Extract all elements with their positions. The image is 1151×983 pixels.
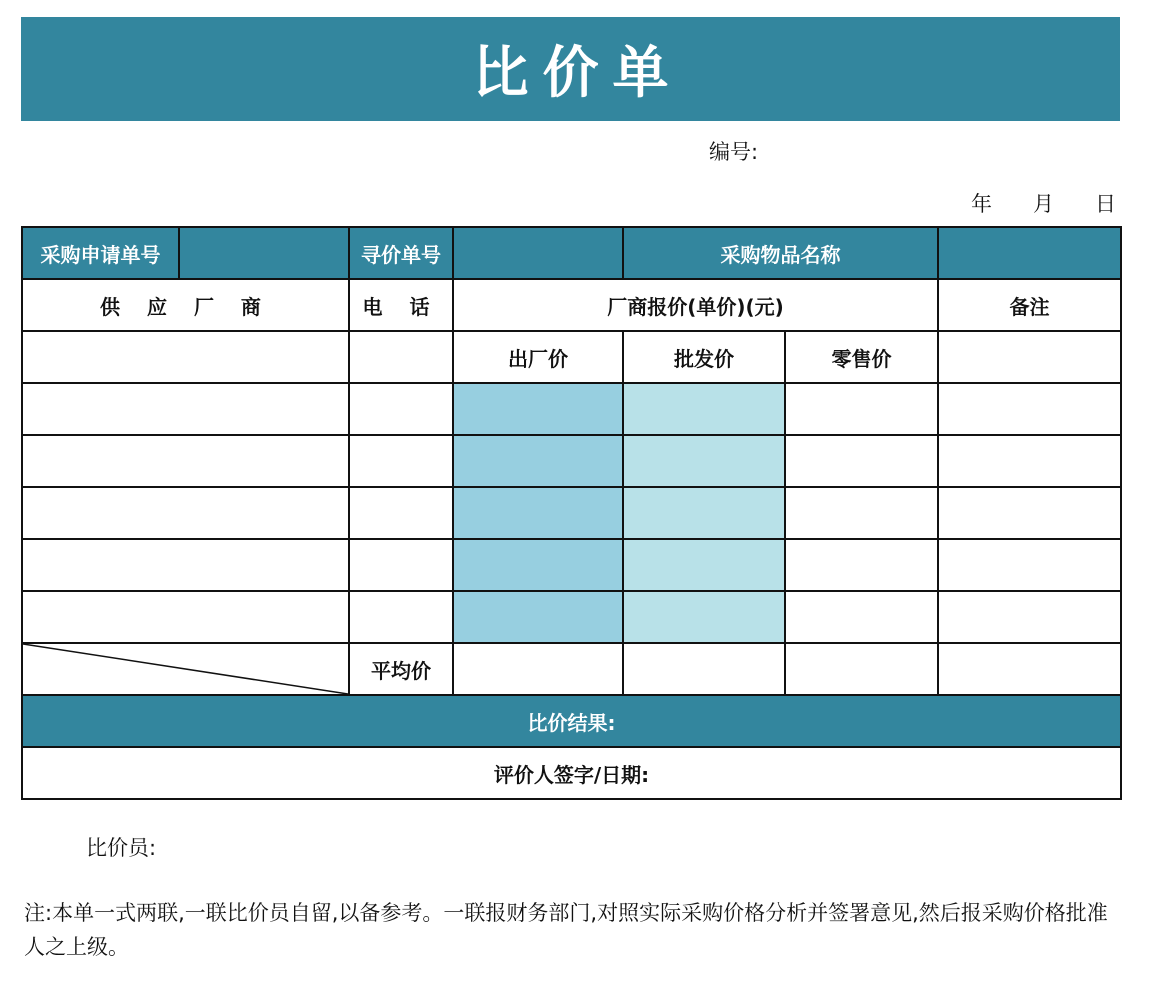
comparer-label: 比价员: <box>86 836 157 860</box>
supplier-header: 供 应 厂 商 <box>22 279 349 331</box>
retail-price-cell[interactable] <box>785 591 938 643</box>
supplier-cell[interactable] <box>22 539 349 591</box>
phone-cell[interactable] <box>349 539 453 591</box>
remark-cell[interactable] <box>938 383 1121 435</box>
average-price-label: 平均价 <box>349 643 453 695</box>
table-row <box>22 383 1121 435</box>
wholesale-price-cell[interactable] <box>623 435 785 487</box>
evaluator-signature-label[interactable]: 评价人签字/日期: <box>22 747 1121 799</box>
phone-cell[interactable] <box>349 487 453 539</box>
table-row <box>22 747 1121 799</box>
phone-cell[interactable] <box>349 331 453 383</box>
supplier-cell[interactable] <box>22 435 349 487</box>
date-day: 日 <box>1095 192 1116 216</box>
comparison-result-label: 比价结果: <box>22 695 1121 747</box>
wholesale-price-header: 批发价 <box>623 331 785 383</box>
retail-price-cell[interactable] <box>785 487 938 539</box>
remark-cell[interactable] <box>938 487 1121 539</box>
quote-header: 厂商报价(单价)(元) <box>453 279 938 331</box>
page-title: 比价单 <box>472 41 683 106</box>
date-month: 月 <box>1033 192 1054 216</box>
date-year: 年 <box>971 192 992 216</box>
phone-cell[interactable] <box>349 383 453 435</box>
wholesale-price-cell[interactable] <box>623 591 785 643</box>
inquiry-no-label: 寻价单号 <box>349 227 453 279</box>
table-row <box>22 591 1121 643</box>
phone-header: 电 话 <box>349 279 453 331</box>
inquiry-no-field[interactable] <box>453 227 623 279</box>
purchase-request-no-field[interactable] <box>179 227 349 279</box>
supplier-cell[interactable] <box>22 331 349 383</box>
table-row <box>22 643 1121 695</box>
average-retail-cell[interactable] <box>785 643 938 695</box>
table-row <box>22 695 1121 747</box>
remark-cell[interactable] <box>938 591 1121 643</box>
item-name-label: 采购物品名称 <box>623 227 938 279</box>
wholesale-price-cell[interactable] <box>623 383 785 435</box>
diagonal-line <box>23 644 348 694</box>
title-banner <box>21 17 1120 121</box>
retail-price-cell[interactable] <box>785 539 938 591</box>
factory-price-cell[interactable] <box>453 539 623 591</box>
factory-price-cell[interactable] <box>453 383 623 435</box>
wholesale-price-cell[interactable] <box>623 487 785 539</box>
factory-price-cell[interactable] <box>453 487 623 539</box>
factory-price-cell[interactable] <box>453 591 623 643</box>
retail-price-cell[interactable] <box>785 383 938 435</box>
item-name-field[interactable] <box>938 227 1121 279</box>
remark-header: 备注 <box>938 279 1121 331</box>
supplier-cell[interactable] <box>22 487 349 539</box>
table-row <box>22 279 1121 331</box>
table-row <box>22 331 1121 383</box>
table-row <box>22 227 1121 279</box>
factory-price-header: 出厂价 <box>453 331 623 383</box>
remark-cell[interactable] <box>938 435 1121 487</box>
supplier-cell[interactable] <box>22 591 349 643</box>
remark-cell[interactable] <box>938 331 1121 383</box>
purchase-request-no-label: 采购申请单号 <box>22 227 179 279</box>
wholesale-price-cell[interactable] <box>623 539 785 591</box>
comparison-table <box>21 226 1122 800</box>
diagonal-cell <box>22 643 349 695</box>
footnote: 注:本单一式两联,一联比价员自留,以备参考。一联报财务部门,对照实际采购价格分析并签署意见,然后报采购价格批准人之上级。 <box>24 901 1108 959</box>
retail-price-cell[interactable] <box>785 435 938 487</box>
supplier-cell[interactable] <box>22 383 349 435</box>
phone-cell[interactable] <box>349 591 453 643</box>
average-factory-cell[interactable] <box>453 643 623 695</box>
phone-cell[interactable] <box>349 435 453 487</box>
average-wholesale-cell[interactable] <box>623 643 785 695</box>
doc-number-label: 编号: <box>709 140 759 164</box>
average-remark-cell[interactable] <box>938 643 1121 695</box>
factory-price-cell[interactable] <box>453 435 623 487</box>
remark-cell[interactable] <box>938 539 1121 591</box>
table-row <box>22 539 1121 591</box>
retail-price-header: 零售价 <box>785 331 938 383</box>
table-row <box>22 487 1121 539</box>
table-row <box>22 435 1121 487</box>
